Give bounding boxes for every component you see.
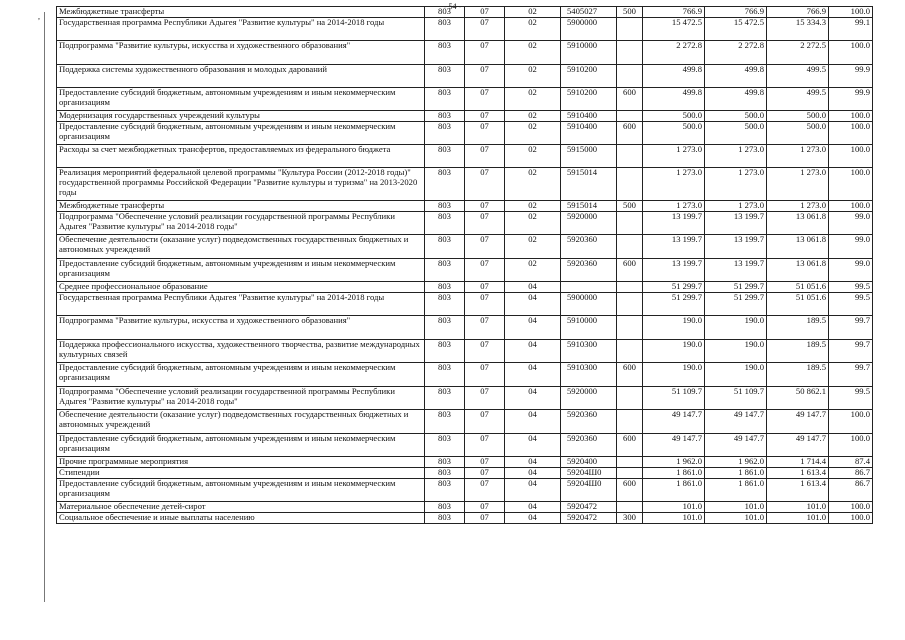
row-name: Предоставление субсидий бюджетным, автономным учреждениям и иным некоммерческим организациям — [57, 363, 425, 387]
row-name: Предоставление субсидий бюджетным, автономным учреждениям и иным некоммерческим организациям — [57, 88, 425, 111]
row-name: Поддержка профессионального искусства, художественного творчества, развитие международных культурных связей — [57, 340, 425, 363]
row-refined-amount: 1 273.0 — [705, 168, 767, 201]
row-subsection: 04 — [505, 340, 561, 363]
table-row — [57, 457, 873, 468]
row-approved-amount: 499.8 — [643, 88, 705, 111]
row-code: 803 — [425, 282, 465, 293]
row-name: Государственная программа Республики Адыгея "Развитие культуры" на 2014-2018 годы — [57, 18, 425, 41]
row-code: 803 — [425, 468, 465, 479]
table-row — [57, 282, 873, 293]
row-expense-type: 600 — [617, 122, 643, 145]
row-name: Расходы за счет межбюджетных трансфертов, предоставляемых из федерального бюджета — [57, 145, 425, 168]
row-approved-amount: 500.0 — [643, 111, 705, 122]
table-row — [57, 168, 873, 201]
row-approved-amount: 1 273.0 — [643, 168, 705, 201]
row-expense-type: 600 — [617, 88, 643, 111]
row-executed-amount: 189.5 — [767, 363, 829, 387]
row-name: Обеспечение деятельности (оказание услуг) подведомственных государственных бюджетных и автономных учреждений — [57, 410, 425, 434]
row-percent-executed: 99.0 — [829, 259, 873, 282]
row-code: 803 — [425, 293, 465, 316]
row-target-article: 5910000 — [561, 41, 617, 65]
table-row — [57, 212, 873, 235]
row-refined-amount: 190.0 — [705, 363, 767, 387]
row-target-article: 5920000 — [561, 387, 617, 410]
table-row — [57, 513, 873, 524]
row-subsection: 04 — [505, 479, 561, 502]
table-row — [57, 387, 873, 410]
row-refined-amount: 15 472.5 — [705, 18, 767, 41]
row-expense-type — [617, 168, 643, 201]
table-row — [57, 340, 873, 363]
row-section: 07 — [465, 212, 505, 235]
row-target-article: 5900000 — [561, 293, 617, 316]
row-percent-executed: 99.0 — [829, 235, 873, 259]
table-row — [57, 434, 873, 457]
row-percent-executed: 99.5 — [829, 387, 873, 410]
row-refined-amount: 1 861.0 — [705, 468, 767, 479]
row-section: 07 — [465, 282, 505, 293]
budget-table — [56, 6, 873, 524]
row-expense-type: 600 — [617, 434, 643, 457]
row-section: 07 — [465, 7, 505, 18]
row-executed-amount: 500.0 — [767, 122, 829, 145]
row-expense-type — [617, 410, 643, 434]
row-executed-amount: 13 061.8 — [767, 235, 829, 259]
row-subsection: 02 — [505, 65, 561, 88]
row-refined-amount: 1 273.0 — [705, 145, 767, 168]
row-percent-executed: 100.0 — [829, 201, 873, 212]
row-code: 803 — [425, 18, 465, 41]
row-expense-type — [617, 111, 643, 122]
table-row — [57, 259, 873, 282]
row-approved-amount: 2 272.8 — [643, 41, 705, 65]
row-code: 803 — [425, 513, 465, 524]
table-body — [57, 7, 873, 524]
row-code: 803 — [425, 111, 465, 122]
row-percent-executed: 99.5 — [829, 282, 873, 293]
row-section: 07 — [465, 410, 505, 434]
row-approved-amount: 190.0 — [643, 316, 705, 340]
row-section: 07 — [465, 18, 505, 41]
row-target-article: 59204Ш0 — [561, 479, 617, 502]
row-approved-amount: 1 861.0 — [643, 479, 705, 502]
row-approved-amount: 499.8 — [643, 65, 705, 88]
row-name: Подпрограмма "Развитие культуры, искусства и художественного образования" — [57, 41, 425, 65]
row-executed-amount: 1 273.0 — [767, 168, 829, 201]
row-subsection: 02 — [505, 201, 561, 212]
row-percent-executed: 100.0 — [829, 7, 873, 18]
row-approved-amount: 1 273.0 — [643, 145, 705, 168]
row-approved-amount: 15 472.5 — [643, 18, 705, 41]
row-code: 803 — [425, 434, 465, 457]
row-percent-executed: 86.7 — [829, 468, 873, 479]
row-executed-amount: 101.0 — [767, 513, 829, 524]
row-name: Материальное обеспечение детей-сирот — [57, 502, 425, 513]
row-code: 803 — [425, 212, 465, 235]
row-code: 803 — [425, 502, 465, 513]
row-percent-executed: 99.7 — [829, 363, 873, 387]
row-refined-amount: 500.0 — [705, 122, 767, 145]
row-section: 07 — [465, 293, 505, 316]
row-subsection: 02 — [505, 88, 561, 111]
row-subsection: 02 — [505, 145, 561, 168]
row-name: Предоставление субсидий бюджетным, автономным учреждениям и иным некоммерческим организациям — [57, 434, 425, 457]
row-percent-executed: 100.0 — [829, 41, 873, 65]
row-name: Стипендии — [57, 468, 425, 479]
table-row — [57, 479, 873, 502]
row-target-article: 5915014 — [561, 201, 617, 212]
row-executed-amount: 499.5 — [767, 88, 829, 111]
row-approved-amount: 190.0 — [643, 340, 705, 363]
row-target-article: 5910300 — [561, 363, 617, 387]
row-refined-amount: 1 273.0 — [705, 201, 767, 212]
row-percent-executed: 99.1 — [829, 18, 873, 41]
row-name: Обеспечение деятельности (оказание услуг) подведомственных государственных бюджетных и автономных учреждений — [57, 235, 425, 259]
row-target-article: 59204Ш0 — [561, 468, 617, 479]
table-row — [57, 410, 873, 434]
row-approved-amount: 1 861.0 — [643, 468, 705, 479]
row-percent-executed: 99.7 — [829, 316, 873, 340]
row-section: 07 — [465, 468, 505, 479]
table-row — [57, 293, 873, 316]
row-executed-amount: 13 061.8 — [767, 259, 829, 282]
row-name: Прочие программные мероприятия — [57, 457, 425, 468]
row-target-article: 5910400 — [561, 111, 617, 122]
row-target-article: 5920472 — [561, 502, 617, 513]
row-section: 07 — [465, 434, 505, 457]
row-target-article: 5910400 — [561, 122, 617, 145]
row-section: 07 — [465, 122, 505, 145]
row-section: 07 — [465, 145, 505, 168]
row-percent-executed: 99.7 — [829, 340, 873, 363]
margin-rule — [44, 12, 45, 602]
row-section: 07 — [465, 316, 505, 340]
row-subsection: 02 — [505, 212, 561, 235]
row-approved-amount: 13 199.7 — [643, 235, 705, 259]
row-executed-amount: 101.0 — [767, 502, 829, 513]
row-percent-executed: 100.0 — [829, 168, 873, 201]
table-row — [57, 122, 873, 145]
row-name: Социальное обеспечение и иные выплаты населению — [57, 513, 425, 524]
row-refined-amount: 13 199.7 — [705, 212, 767, 235]
row-expense-type — [617, 65, 643, 88]
row-subsection: 04 — [505, 293, 561, 316]
row-name: Подпрограмма "Обеспечение условий реализации государственной программы Республики Адыгея "Развитие культуры" на 2014-2018 годы" — [57, 212, 425, 235]
row-name: Государственная программа Республики Адыгея "Развитие культуры" на 2014-2018 годы — [57, 293, 425, 316]
row-percent-executed: 99.5 — [829, 293, 873, 316]
row-executed-amount: 51 051.6 — [767, 282, 829, 293]
table-row — [57, 502, 873, 513]
row-refined-amount: 2 272.8 — [705, 41, 767, 65]
row-target-article: 5910300 — [561, 340, 617, 363]
row-executed-amount: 1 613.4 — [767, 468, 829, 479]
row-refined-amount: 49 147.7 — [705, 434, 767, 457]
row-executed-amount: 1 273.0 — [767, 201, 829, 212]
row-code: 803 — [425, 259, 465, 282]
row-refined-amount: 51 299.7 — [705, 282, 767, 293]
row-section: 07 — [465, 88, 505, 111]
table-row — [57, 111, 873, 122]
row-approved-amount: 51 299.7 — [643, 293, 705, 316]
row-subsection: 02 — [505, 168, 561, 201]
row-executed-amount: 1 273.0 — [767, 145, 829, 168]
row-section: 07 — [465, 340, 505, 363]
row-subsection: 02 — [505, 18, 561, 41]
row-refined-amount: 190.0 — [705, 316, 767, 340]
row-code: 803 — [425, 145, 465, 168]
row-subsection: 04 — [505, 468, 561, 479]
row-target-article: 5900000 — [561, 18, 617, 41]
row-code: 803 — [425, 457, 465, 468]
row-target-article: 5910200 — [561, 88, 617, 111]
row-percent-executed: 100.0 — [829, 434, 873, 457]
row-name: Поддержка системы художественного образования и молодых дарований — [57, 65, 425, 88]
row-subsection: 04 — [505, 282, 561, 293]
row-section: 07 — [465, 502, 505, 513]
row-approved-amount: 766.9 — [643, 7, 705, 18]
row-target-article: 5405027 — [561, 7, 617, 18]
row-expense-type: 500 — [617, 7, 643, 18]
row-percent-executed: 100.0 — [829, 513, 873, 524]
row-section: 07 — [465, 363, 505, 387]
row-expense-type — [617, 145, 643, 168]
table-row — [57, 468, 873, 479]
row-name: Подпрограмма "Обеспечение условий реализации государственной программы Республики Адыгея "Развитие культуры" на 2014-2018 годы" — [57, 387, 425, 410]
row-refined-amount: 766.9 — [705, 7, 767, 18]
row-code: 803 — [425, 410, 465, 434]
row-refined-amount: 1 861.0 — [705, 479, 767, 502]
row-percent-executed: 86.7 — [829, 479, 873, 502]
row-target-article — [561, 282, 617, 293]
row-refined-amount: 1 962.0 — [705, 457, 767, 468]
row-target-article: 5920400 — [561, 457, 617, 468]
row-subsection: 02 — [505, 7, 561, 18]
row-name: Межбюджетные трансферты — [57, 201, 425, 212]
row-executed-amount: 499.5 — [767, 65, 829, 88]
row-refined-amount: 101.0 — [705, 513, 767, 524]
row-refined-amount: 51 109.7 — [705, 387, 767, 410]
row-code: 803 — [425, 7, 465, 18]
row-approved-amount: 190.0 — [643, 363, 705, 387]
row-target-article: 5920360 — [561, 259, 617, 282]
row-refined-amount: 13 199.7 — [705, 235, 767, 259]
row-section: 07 — [465, 41, 505, 65]
row-name: Предоставление субсидий бюджетным, автономным учреждениям и иным некоммерческим организациям — [57, 259, 425, 282]
row-expense-type — [617, 41, 643, 65]
row-refined-amount: 190.0 — [705, 340, 767, 363]
row-executed-amount: 13 061.8 — [767, 212, 829, 235]
row-subsection: 04 — [505, 434, 561, 457]
row-expense-type: 600 — [617, 479, 643, 502]
row-name: Межбюджетные трансферты — [57, 7, 425, 18]
row-code: 803 — [425, 65, 465, 88]
page-number: - 54 - — [443, 2, 462, 11]
row-code: 803 — [425, 235, 465, 259]
table-row — [57, 235, 873, 259]
row-executed-amount: 1 613.4 — [767, 479, 829, 502]
row-percent-executed: 100.0 — [829, 111, 873, 122]
table-row — [57, 88, 873, 111]
table-row — [57, 363, 873, 387]
row-percent-executed: 100.0 — [829, 410, 873, 434]
row-expense-type: 300 — [617, 513, 643, 524]
table-row — [57, 316, 873, 340]
row-approved-amount: 500.0 — [643, 122, 705, 145]
row-percent-executed: 99.9 — [829, 65, 873, 88]
row-refined-amount: 499.8 — [705, 65, 767, 88]
row-section: 07 — [465, 457, 505, 468]
row-subsection: 04 — [505, 410, 561, 434]
row-expense-type — [617, 235, 643, 259]
row-expense-type — [617, 293, 643, 316]
row-code: 803 — [425, 122, 465, 145]
row-refined-amount: 101.0 — [705, 502, 767, 513]
row-subsection: 04 — [505, 457, 561, 468]
row-code: 803 — [425, 340, 465, 363]
row-approved-amount: 13 199.7 — [643, 259, 705, 282]
row-code: 803 — [425, 316, 465, 340]
row-subsection: 04 — [505, 513, 561, 524]
row-approved-amount: 13 199.7 — [643, 212, 705, 235]
row-approved-amount: 101.0 — [643, 513, 705, 524]
row-target-article: 5910000 — [561, 316, 617, 340]
row-percent-executed: 87.4 — [829, 457, 873, 468]
row-refined-amount: 49 147.7 — [705, 410, 767, 434]
row-subsection: 02 — [505, 41, 561, 65]
table-row — [57, 7, 873, 18]
row-expense-type — [617, 316, 643, 340]
row-target-article: 5915000 — [561, 145, 617, 168]
row-code: 803 — [425, 41, 465, 65]
row-subsection: 02 — [505, 111, 561, 122]
row-name: Предоставление субсидий бюджетным, автономным учреждениям и иным некоммерческим организациям — [57, 479, 425, 502]
row-expense-type — [617, 502, 643, 513]
row-section: 07 — [465, 235, 505, 259]
row-expense-type — [617, 457, 643, 468]
row-name: Среднее профессиональное образование — [57, 282, 425, 293]
row-target-article: 5920472 — [561, 513, 617, 524]
row-expense-type — [617, 468, 643, 479]
row-refined-amount: 51 299.7 — [705, 293, 767, 316]
row-executed-amount: 15 334.3 — [767, 18, 829, 41]
row-section: 07 — [465, 513, 505, 524]
row-refined-amount: 499.8 — [705, 88, 767, 111]
row-approved-amount: 49 147.7 — [643, 410, 705, 434]
row-executed-amount: 500.0 — [767, 111, 829, 122]
row-expense-type — [617, 387, 643, 410]
row-name: Реализация мероприятий федеральной целевой программы "Культура России (2012-2018 годы)" государственной программы Российской Федерации "Развитие культуры и туризма" на 2013-2020 годы — [57, 168, 425, 201]
row-approved-amount: 1 273.0 — [643, 201, 705, 212]
table-row — [57, 201, 873, 212]
row-name: Модернизация государственных учреждений культуры — [57, 111, 425, 122]
row-code: 803 — [425, 387, 465, 410]
row-refined-amount: 500.0 — [705, 111, 767, 122]
row-section: 07 — [465, 65, 505, 88]
row-code: 803 — [425, 168, 465, 201]
row-percent-executed: 100.0 — [829, 145, 873, 168]
row-executed-amount: 50 862.1 — [767, 387, 829, 410]
table-row — [57, 41, 873, 65]
row-section: 07 — [465, 387, 505, 410]
row-code: 803 — [425, 363, 465, 387]
row-section: 07 — [465, 111, 505, 122]
row-section: 07 — [465, 259, 505, 282]
row-subsection: 04 — [505, 502, 561, 513]
row-code: 803 — [425, 479, 465, 502]
row-expense-type: 500 — [617, 201, 643, 212]
row-expense-type: 600 — [617, 363, 643, 387]
row-percent-executed: 100.0 — [829, 502, 873, 513]
row-executed-amount: 2 272.5 — [767, 41, 829, 65]
row-executed-amount: 189.5 — [767, 340, 829, 363]
row-executed-amount: 51 051.6 — [767, 293, 829, 316]
row-approved-amount: 1 962.0 — [643, 457, 705, 468]
row-subsection: 04 — [505, 387, 561, 410]
row-section: 07 — [465, 168, 505, 201]
row-expense-type — [617, 340, 643, 363]
table-row — [57, 18, 873, 41]
row-refined-amount: 13 199.7 — [705, 259, 767, 282]
row-executed-amount: 766.9 — [767, 7, 829, 18]
row-target-article: 5910200 — [561, 65, 617, 88]
row-subsection: 04 — [505, 363, 561, 387]
row-executed-amount: 49 147.7 — [767, 434, 829, 457]
row-target-article: 5920360 — [561, 410, 617, 434]
table-row — [57, 145, 873, 168]
row-expense-type — [617, 212, 643, 235]
row-name: Предоставление субсидий бюджетным, автономным учреждениям и иным некоммерческим организациям — [57, 122, 425, 145]
row-percent-executed: 100.0 — [829, 122, 873, 145]
row-approved-amount: 49 147.7 — [643, 434, 705, 457]
row-executed-amount: 189.5 — [767, 316, 829, 340]
row-subsection: 02 — [505, 259, 561, 282]
row-approved-amount: 51 109.7 — [643, 387, 705, 410]
row-target-article: 5920000 — [561, 212, 617, 235]
row-percent-executed: 99.9 — [829, 88, 873, 111]
row-code: 803 — [425, 88, 465, 111]
row-expense-type — [617, 282, 643, 293]
row-expense-type: 600 — [617, 259, 643, 282]
row-approved-amount: 51 299.7 — [643, 282, 705, 293]
row-percent-executed: 99.0 — [829, 212, 873, 235]
row-executed-amount: 1 714.4 — [767, 457, 829, 468]
row-code: 803 — [425, 201, 465, 212]
row-subsection: 02 — [505, 122, 561, 145]
row-expense-type — [617, 18, 643, 41]
row-section: 07 — [465, 201, 505, 212]
row-subsection: 04 — [505, 316, 561, 340]
row-target-article: 5920360 — [561, 434, 617, 457]
row-name: Подпрограмма "Развитие культуры, искусства и художественного образования" — [57, 316, 425, 340]
row-subsection: 02 — [505, 235, 561, 259]
row-target-article: 5915014 — [561, 168, 617, 201]
row-section: 07 — [465, 479, 505, 502]
row-approved-amount: 101.0 — [643, 502, 705, 513]
margin-mark: , — [38, 12, 40, 21]
table-row — [57, 65, 873, 88]
row-executed-amount: 49 147.7 — [767, 410, 829, 434]
row-target-article: 5920360 — [561, 235, 617, 259]
